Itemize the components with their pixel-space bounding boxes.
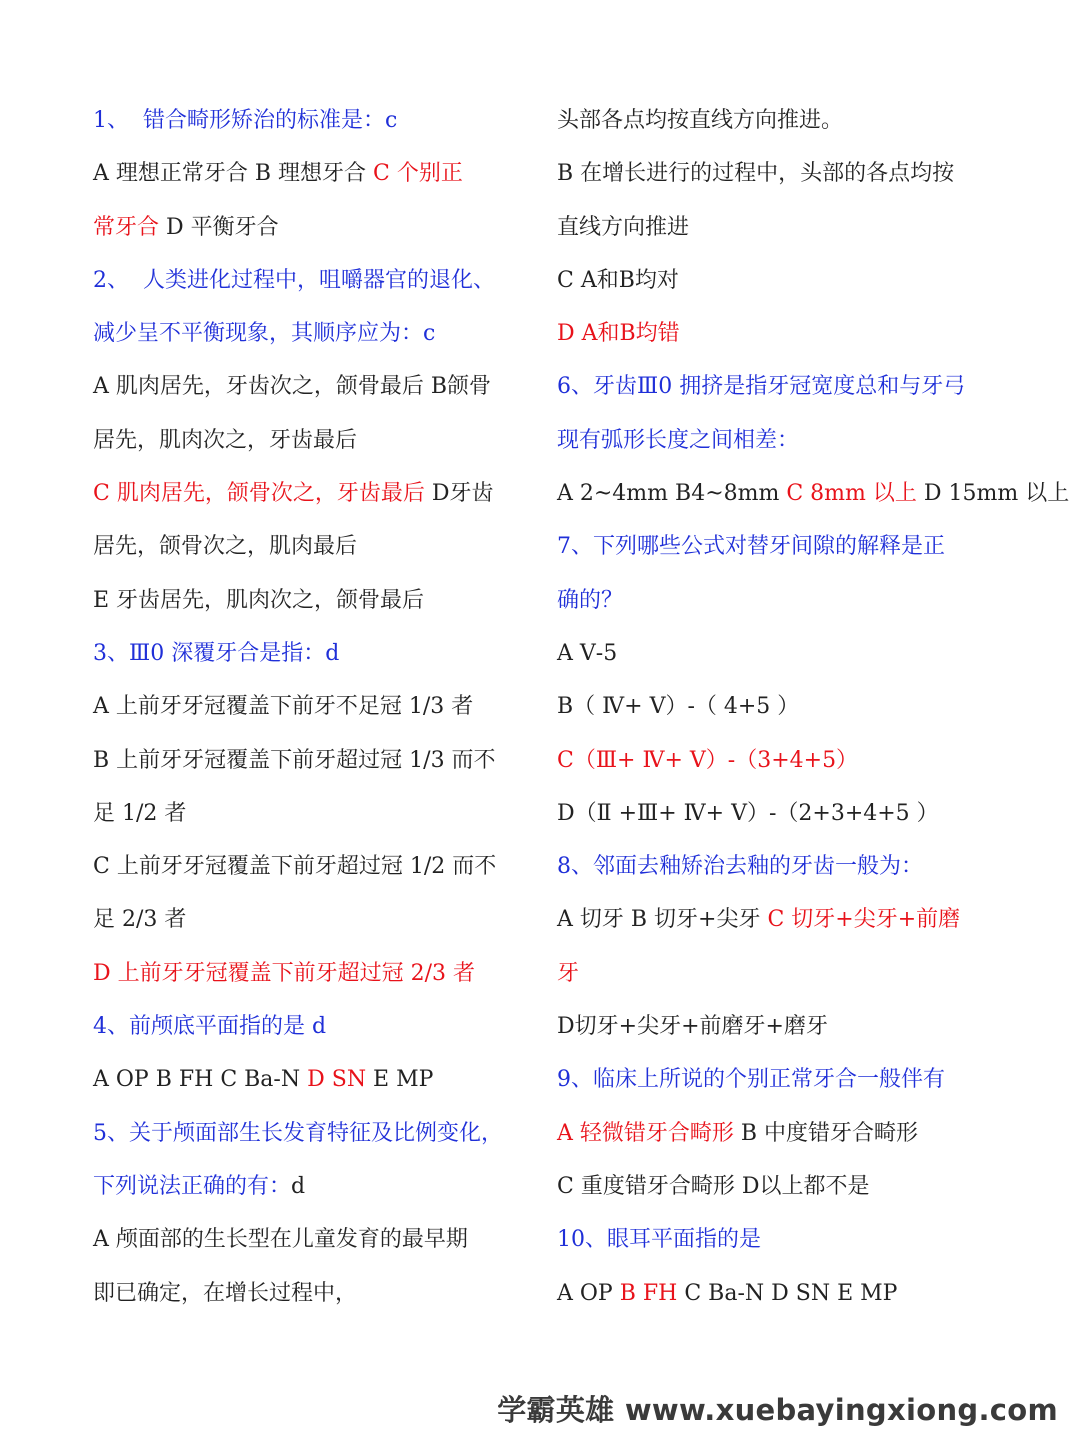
- option-text: 直线方向推进: [557, 214, 690, 240]
- text-line: [93, 1053, 533, 1106]
- question-text: 4、前颅底平面指的是 d: [93, 1014, 327, 1040]
- text-line: [93, 254, 533, 307]
- answer-text: C 个别正: [373, 161, 463, 187]
- option-text: D 15mm 以上: [916, 481, 1070, 507]
- text-line: [93, 1160, 533, 1213]
- text-line: [557, 360, 997, 413]
- option-text: A 肌肉居先，牙齿次之，颌骨最后 B颌骨: [93, 374, 492, 400]
- answer-text: D SN: [307, 1067, 367, 1093]
- text-line: [557, 787, 997, 840]
- text-line: [557, 840, 997, 893]
- text-line: [557, 147, 997, 200]
- option-text: D 平衡牙合: [159, 214, 279, 240]
- option-text: B 中度错牙合畸形: [733, 1120, 919, 1146]
- option-text: B 上前牙牙冠覆盖下前牙超过冠 1/3 而不: [93, 747, 496, 773]
- text-line: [557, 254, 997, 307]
- text-line: [557, 1053, 997, 1106]
- option-text: C 上前牙牙冠覆盖下前牙超过冠 1/2 而不: [93, 854, 497, 880]
- text-line: [557, 574, 997, 627]
- option-text: 足 1/2 者: [93, 800, 187, 826]
- question-text: 5、关于颅面部生长发育特征及比例变化，: [93, 1120, 503, 1146]
- text-line: [93, 467, 533, 520]
- text-line: [93, 147, 533, 200]
- text-line: [93, 1000, 533, 1053]
- question-text: 下列说法正确的有：: [93, 1173, 292, 1199]
- option-text: A OP: [557, 1280, 620, 1306]
- option-text: 足 2/3 者: [93, 907, 187, 933]
- text-line: [93, 201, 533, 254]
- question-text: 6、牙齿Ⅲ0 拥挤是指牙冠宽度总和与牙弓: [557, 374, 966, 400]
- answer-text: 牙: [557, 960, 580, 986]
- option-text: A 上前牙牙冠覆盖下前牙不足冠 1/3 者: [93, 694, 474, 720]
- text-line: [557, 94, 997, 147]
- text-line: [557, 627, 997, 680]
- text-line: [93, 1107, 533, 1160]
- answer-text: B FH: [619, 1280, 678, 1306]
- text-line: [557, 680, 997, 733]
- text-line: [93, 94, 533, 147]
- option-text: 即已确定，在增长过程中，: [93, 1280, 358, 1306]
- answer-text: C 8mm 以上: [786, 481, 917, 507]
- option-text: D切牙+尖牙+前磨牙+磨牙: [557, 1014, 828, 1040]
- text-line: [557, 893, 997, 946]
- question-text: 1、 错合畸形矫治的标准是：c: [93, 108, 398, 133]
- text-line: [93, 680, 533, 733]
- text-line: [557, 1213, 997, 1266]
- text-line: [93, 627, 533, 680]
- option-text: C A和B均对: [557, 267, 679, 293]
- answer-text: D A和B均错: [557, 321, 680, 347]
- text-line: [93, 787, 533, 840]
- text-line: [93, 307, 533, 360]
- option-text: A 2~4mm B4~8mm: [557, 481, 787, 507]
- answer-text: C 肌肉居先，颌骨次之，牙齿最后: [93, 481, 425, 507]
- text-line: [93, 360, 533, 413]
- text-line: [557, 734, 997, 787]
- text-line: [557, 1107, 997, 1160]
- option-text: A OP B FH C Ba-N: [93, 1067, 308, 1093]
- question-text: 3、Ⅲ0 深覆牙合是指：d: [93, 640, 340, 666]
- text-line: [93, 414, 533, 467]
- option-text: 头部各点均按直线方向推进。: [557, 108, 844, 133]
- text-line: [557, 414, 997, 467]
- question-text: 8、邻面去釉矫治去釉的牙齿一般为：: [557, 854, 923, 880]
- text-line: [93, 893, 533, 946]
- left-column: [93, 94, 533, 1320]
- option-text: D（Ⅱ +Ⅲ+ Ⅳ+ Ⅴ）-（2+3+4+5 ）: [557, 800, 939, 826]
- question-text: 7、下列哪些公式对替牙间隙的解释是正: [557, 534, 945, 560]
- question-text: 减少呈不平衡现象，其顺序应为：c: [93, 321, 436, 347]
- option-text: B 在增长进行的过程中，头部的各点均按: [557, 161, 955, 187]
- option-text: d: [291, 1173, 306, 1199]
- text-line: [557, 1267, 997, 1320]
- answer-text: A 轻微错牙合畸形: [557, 1120, 734, 1146]
- text-line: [93, 574, 533, 627]
- text-line: [557, 307, 997, 360]
- question-text: 10、眼耳平面指的是: [557, 1227, 761, 1253]
- text-line: [93, 1213, 533, 1266]
- answer-text: C（Ⅲ+ Ⅳ+ Ⅴ）-（3+4+5）: [557, 747, 859, 773]
- option-text: 居先，肌肉次之，牙齿最后: [93, 427, 358, 453]
- question-text: 现有弧形长度之间相差：: [557, 427, 800, 453]
- question-text: 9、临床上所说的个别正常牙合一般伴有: [557, 1067, 945, 1093]
- answer-text: D 上前牙牙冠覆盖下前牙超过冠 2/3 者: [93, 960, 476, 986]
- option-text: E MP: [366, 1067, 434, 1093]
- option-text: E 牙齿居先，肌肉次之，颌骨最后: [93, 587, 425, 613]
- text-line: [557, 467, 1070, 520]
- question-text: 确的？: [557, 587, 624, 613]
- right-column: [557, 94, 1070, 1320]
- option-text: B（ Ⅳ+ Ⅴ）-（ 4+5 ）: [557, 694, 800, 720]
- text-line: [93, 1267, 533, 1320]
- text-line: [557, 1160, 997, 1213]
- option-text: A 颅面部的生长型在儿童发育的最早期: [93, 1227, 468, 1253]
- text-line: [557, 201, 997, 254]
- answer-text: C 切牙+尖牙+前磨: [767, 907, 961, 933]
- text-line: [93, 734, 533, 787]
- option-text: A Ⅴ-5: [557, 640, 618, 666]
- text-line: [93, 840, 533, 893]
- option-text: C 重度错牙合畸形 D以上都不是: [557, 1173, 870, 1199]
- option-text: A 理想正常牙合 B 理想牙合: [93, 161, 374, 187]
- text-line: [557, 947, 997, 1000]
- option-text: 居先，颌骨次之，肌肉最后: [93, 534, 358, 560]
- text-line: [557, 520, 997, 573]
- option-text: C Ba-N D SN E MP: [677, 1280, 898, 1306]
- option-text: A 切牙 B 切牙+尖牙: [557, 907, 768, 933]
- text-line: [557, 1000, 997, 1053]
- text-line: [93, 520, 533, 573]
- option-text: D牙齿: [424, 481, 494, 507]
- watermark: 学霸英雄 www.xuebayingxiong.com: [497, 1393, 1058, 1427]
- text-line: [93, 947, 533, 1000]
- question-text: 2、 人类进化过程中，咀嚼器官的退化、: [93, 267, 495, 293]
- answer-text: 常牙合: [93, 214, 160, 240]
